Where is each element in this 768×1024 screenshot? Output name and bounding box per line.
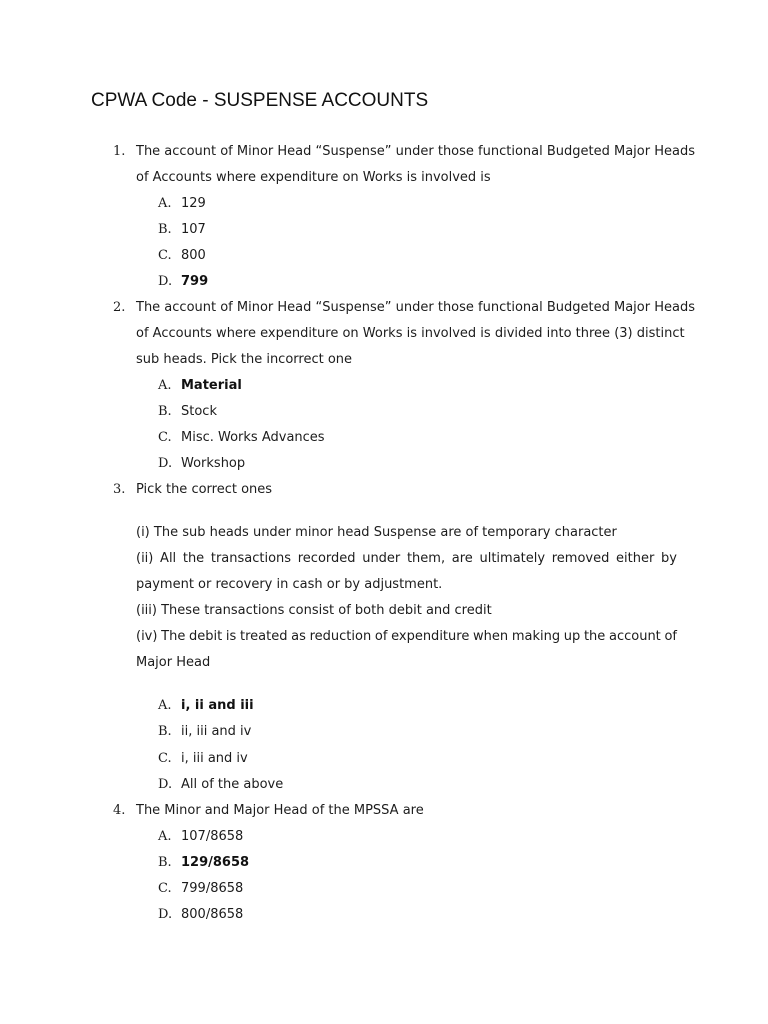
statement-word: account (608, 629, 661, 644)
option-text: All of the above (181, 777, 284, 792)
option-label: D. (158, 456, 173, 471)
question-number: 2. (113, 300, 126, 315)
option-text: 800 (181, 248, 206, 263)
question-text: The Minor and Major Head of the MPSSA are (136, 803, 424, 818)
statement-word: up (563, 629, 581, 644)
option-label: A. (158, 829, 172, 844)
statement-text: Major Head (136, 655, 211, 670)
statement-word: making (511, 629, 561, 644)
statement-word: when (473, 629, 509, 644)
page-title: CPWA Code - SUSPENSE ACCOUNTS (91, 90, 429, 111)
statement-text: (iii) These transactions consist of both debit and credit (136, 603, 492, 618)
statement-word: under (362, 551, 401, 566)
option-text: Misc. Works Advances (181, 430, 325, 445)
option-text: Stock (181, 404, 217, 419)
option-label: C. (158, 881, 172, 896)
option-text: Workshop (181, 456, 246, 471)
statement-word: either (616, 551, 655, 566)
statement-word: expenditure (391, 629, 470, 644)
option-text: 107 (181, 222, 206, 237)
statement-word: is (225, 629, 237, 644)
option-text: ii, iii and iv (181, 724, 252, 739)
statement-word: reduction (309, 629, 372, 644)
statement-word: transactions (210, 551, 292, 566)
statement-word: treated (240, 629, 288, 644)
option-label: C. (158, 430, 172, 445)
statement-text: (i) The sub heads under minor head Suspense are of temporary character (136, 525, 617, 540)
statement-word: (iv) (136, 629, 158, 644)
question-text: of Accounts where expenditure on Works is involved is (136, 170, 491, 185)
statement-word: debit (189, 629, 223, 644)
option-text-answer: i, ii and iii (181, 698, 254, 713)
option-label: B. (158, 724, 172, 739)
statement-text (136, 628, 677, 646)
option-label: C. (158, 751, 172, 766)
option-text: 107/8658 (181, 829, 244, 844)
option-label: A. (158, 196, 172, 211)
statement-word: recorded (297, 551, 356, 566)
option-text: 800/8658 (181, 907, 244, 922)
statement-word: them, (406, 551, 446, 566)
option-label: D. (158, 777, 173, 792)
question-text: sub heads. Pick the incorrect one (136, 352, 353, 367)
option-label: B. (158, 855, 172, 870)
question-number: 4. (113, 803, 126, 818)
option-label: D. (158, 274, 173, 289)
option-text: 129 (181, 196, 206, 211)
option-label: C. (158, 248, 172, 263)
statement-word: of (374, 629, 388, 644)
option-label: B. (158, 404, 172, 419)
option-text-answer: Material (181, 378, 242, 393)
option-text: i, iii and iv (181, 751, 248, 766)
statement-text (136, 550, 677, 568)
option-text: 799/8658 (181, 881, 244, 896)
statement-word: (ii) (136, 551, 154, 566)
question-number: 3. (113, 482, 126, 497)
statement-word: are (451, 551, 473, 566)
statement-word: removed (551, 551, 610, 566)
option-text-answer: 129/8658 (181, 855, 250, 870)
statement-word: ultimately (479, 551, 546, 566)
option-label: A. (158, 378, 172, 393)
option-label: D. (158, 907, 173, 922)
question-text: of Accounts where expenditure on Works is involved is divided into three (3) distinct (136, 326, 685, 341)
question-text: The account of Minor Head “Suspense” under those functional Budgeted Major Heads (136, 300, 695, 315)
option-label: A. (158, 698, 172, 713)
question-number: 1. (113, 144, 126, 159)
option-text-answer: 799 (181, 274, 209, 289)
question-text: Pick the correct ones (136, 482, 273, 497)
statement-word: by (661, 551, 677, 566)
question-text: The account of Minor Head “Suspense” under those functional Budgeted Major Heads (136, 144, 695, 159)
statement-word: the (583, 629, 606, 644)
statement-word: The (161, 629, 186, 644)
statement-word: of (664, 629, 677, 644)
statement-text: payment or recovery in cash or by adjustment. (136, 577, 443, 592)
statement-word: as (291, 629, 306, 644)
statement-word: All (160, 551, 177, 566)
option-label: B. (158, 222, 172, 237)
statement-word: the (182, 551, 205, 566)
